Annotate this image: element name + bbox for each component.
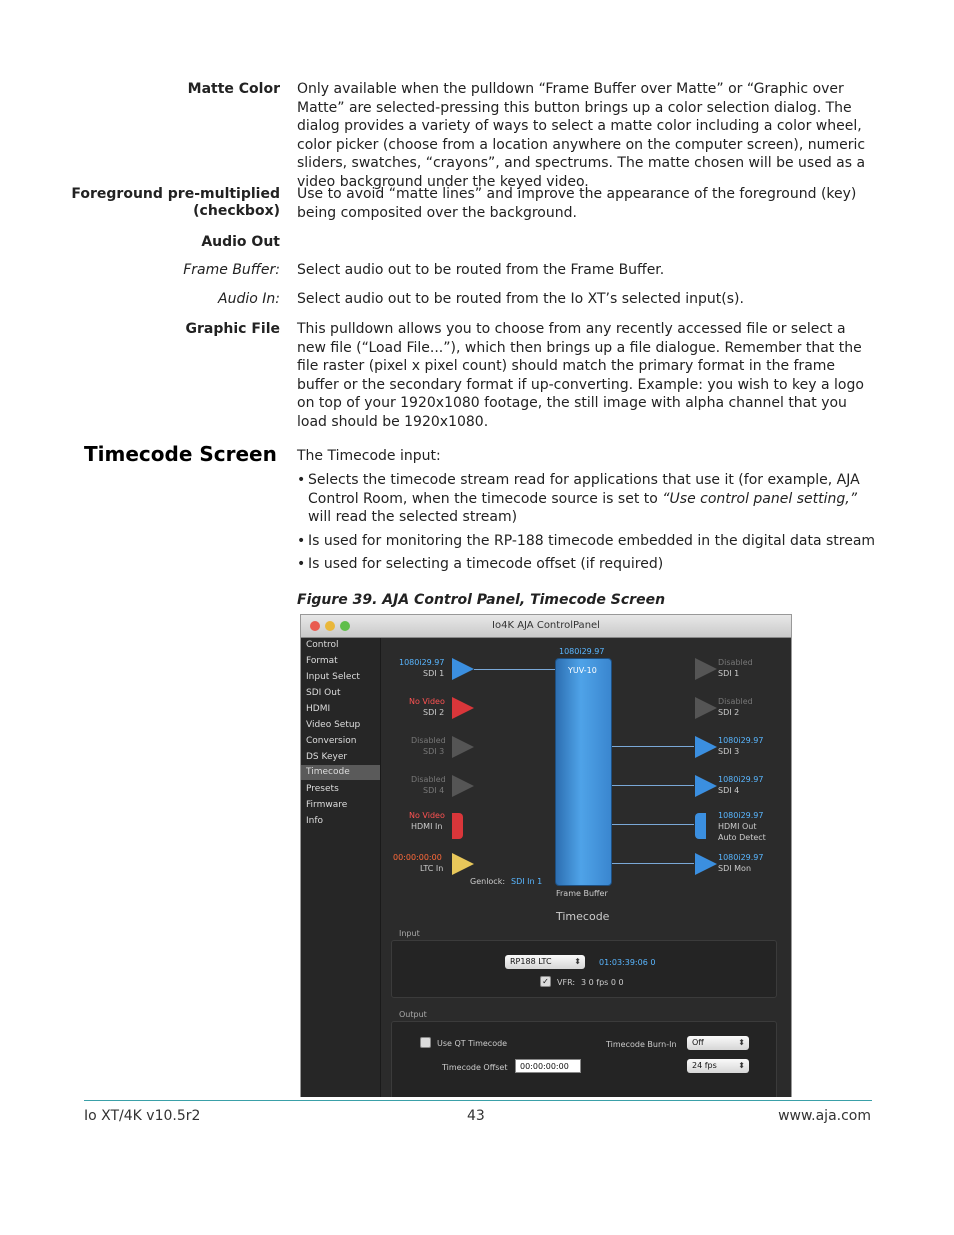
figure-caption: Figure 39. AJA Control Panel, Timecode Screen [297,592,666,608]
sidebar-item-sdi-out[interactable]: SDI Out [306,688,341,698]
bullet-item: • Is used for monitoring the RP-188 timecode embedded in the digital data stream [297,532,883,551]
output-sdi2-name: SDI 2 [718,708,740,717]
desc-matte-color: Only available when the pulldown “Frame Buffer over Matte” or “Graphic over Matte” are selected-pressing this button brings up a color selection dialog. The dialog provides a variety of ways to select a matte color including a color wheel, color picker (choose from a location anywhere on the computer screen), numeric sliders, swatches, “crayons”, and spectrums. The matte chosen will be used as a video background under the keyed video. [297,81,866,190]
timecode-offset-field[interactable]: 00:00:00:00 [515,1059,581,1073]
sidebar [301,638,381,1097]
input-ltc-arrow-icon[interactable] [452,853,474,875]
sidebar-item-presets[interactable]: Presets [306,784,339,794]
vfr-label: VFR: [557,978,576,987]
sidebar-item-hdmi[interactable]: HDMI [306,704,331,714]
input-sdi1-name: SDI 1 [423,669,445,678]
output-sdi3-name: SDI 3 [718,747,740,756]
output-sdi4-name: SDI 4 [718,786,740,795]
sidebar-item-ds-keyer[interactable]: DS Keyer [306,752,348,762]
window-title: Io4K AJA ControlPanel [492,620,600,631]
label-checkbox: (checkbox) [193,203,280,219]
input-section-label: Input [399,929,420,938]
timecode-burn-in-label: Timecode Burn-In [606,1040,677,1049]
vfr-value: 3 0 fps 0 0 [581,978,624,987]
input-sdi3-name: SDI 3 [423,747,445,756]
footer-rule [84,1100,872,1101]
window-titlebar [301,615,791,638]
desc-audio-in: Select audio out to be routed from the Io XT’s selected input(s). [297,291,744,307]
input-hdmi-connector-icon[interactable] [452,813,463,839]
sidebar-item-info[interactable]: Info [306,816,324,826]
input-sdi2-status: No Video [409,697,445,706]
footer-website[interactable]: www.aja.com [778,1108,871,1124]
sidebar-item-input-select[interactable]: Input Select [306,672,360,682]
sidebar-item-format[interactable]: Format [306,656,338,666]
section-heading: Timecode Screen [84,442,277,466]
input-hdmi-name: HDMI In [411,822,443,831]
input-sdi1-arrow-icon[interactable] [452,658,474,680]
output-sdi2-status: Disabled [718,697,753,706]
section-intro: The Timecode input: [297,448,441,464]
use-qt-timecode-checkbox[interactable] [420,1037,431,1048]
sidebar-item-firmware[interactable]: Firmware [306,800,348,810]
sidebar-item-video-setup[interactable]: Video Setup [306,720,361,730]
input-sdi4-status: Disabled [411,775,446,784]
output-sdimon-arrow-icon[interactable] [695,853,717,875]
genlock-value: SDI In 1 [511,877,543,886]
output-sdi3-arrow-icon[interactable] [695,736,717,758]
sidebar-item-conversion[interactable]: Conversion [306,736,357,746]
input-hdmi-status: No Video [409,811,445,820]
output-hdmi-name: HDMI Out [718,822,757,831]
desc-foreground-premultiplied: Use to avoid “matte lines” and improve the appearance of the foreground (key) being composited over the background. [297,186,857,221]
input-sdi2-arrow-icon[interactable] [452,697,474,719]
sidebar-item-control[interactable]: Control [306,640,339,650]
frame-buffer-pixel-format: YUV-10 [568,666,597,675]
label-foreground-premultiplied: Foreground pre-multiplied [71,186,280,202]
output-sdi4-status: 1080i29.97 [718,775,764,784]
frame-buffer-block[interactable] [555,658,612,886]
genlock-label: Genlock: [470,877,506,886]
label-audio-in: Audio In: [218,291,280,307]
footer-page-number: 43 [467,1108,485,1124]
input-ltc-status: 00:00:00:00 [393,853,442,862]
use-qt-timecode-label: Use QT Timecode [437,1039,508,1048]
input-sdi1-status: 1080i29.97 [399,658,445,667]
footer-product: Io XT/4K v10.5r2 [84,1108,201,1124]
output-sdi1-name: SDI 1 [718,669,740,678]
connection-line [610,863,694,864]
label-matte-color: Matte Color [187,81,280,97]
screen-title: Timecode [556,910,610,923]
connection-line [610,785,694,786]
label-audio-out: Audio Out [201,234,280,250]
input-sdi4-name: SDI 4 [423,786,445,795]
output-hdmi-extra: Auto Detect [718,833,766,842]
output-sdi4-arrow-icon[interactable] [695,775,717,797]
input-sdi3-status: Disabled [411,736,446,745]
output-hdmi-status: 1080i29.97 [718,811,764,820]
frame-buffer-format: 1080i29.97 [559,647,605,656]
output-hdmi-connector-icon[interactable] [695,813,706,839]
bullet-item: • Selects the timecode stream read for applications that use it (for example, AJA Control Room, when the timecode source is set to “Use control panel setting,” will read the selected stream) [297,471,883,527]
connection-line [610,824,694,825]
frame-rate-select[interactable]: 24 fps ⬍ [687,1059,749,1073]
control-panel-window [300,614,792,1097]
input-sdi3-arrow-icon[interactable] [452,736,474,758]
input-sdi4-arrow-icon[interactable] [452,775,474,797]
timecode-offset-label: Timecode Offset [442,1063,508,1072]
output-sdi1-arrow-icon[interactable] [695,658,717,680]
main-area [381,638,791,1097]
sidebar-item-timecode[interactable]: Timecode [301,765,380,780]
frame-buffer-label: Frame Buffer [556,889,608,898]
bullet-item: • Is used for selecting a timecode offset (if required) [297,555,883,574]
output-sdi3-status: 1080i29.97 [718,736,764,745]
connection-line [610,746,694,747]
desc-frame-buffer: Select audio out to be routed from the Frame Buffer. [297,262,665,278]
output-sdi2-arrow-icon[interactable] [695,697,717,719]
input-sdi2-name: SDI 2 [423,708,445,717]
output-sdi1-status: Disabled [718,658,753,667]
connection-line [474,669,555,670]
output-section-label: Output [399,1010,427,1019]
vfr-checkbox[interactable]: ✓ [540,976,551,987]
timecode-source-select[interactable]: RP188 LTC ⬍ [505,955,585,969]
label-frame-buffer: Frame Buffer: [183,262,280,278]
label-graphic-file: Graphic File [185,321,280,337]
output-sdimon-status: 1080i29.97 [718,853,764,862]
timecode-value: 01:03:39:06 0 [599,958,656,967]
input-panel [391,940,777,998]
timecode-burn-in-select[interactable]: Off ⬍ [687,1036,749,1050]
output-sdimon-name: SDI Mon [718,864,752,873]
input-ltc-name: LTC In [420,864,444,873]
desc-graphic-file: This pulldown allows you to choose from any recently accessed file or select a new file (“Load File...”), which then brings up a file dialogue. Remember that the file raster (pixel x pixel count) should match the primary format in the frame buffer or the secondary format if up-converting. Example: you wish to key a logo on top of your 1920x1080 footage, the still image with alpha channel that you load should be 1920x1080. [297,321,864,430]
